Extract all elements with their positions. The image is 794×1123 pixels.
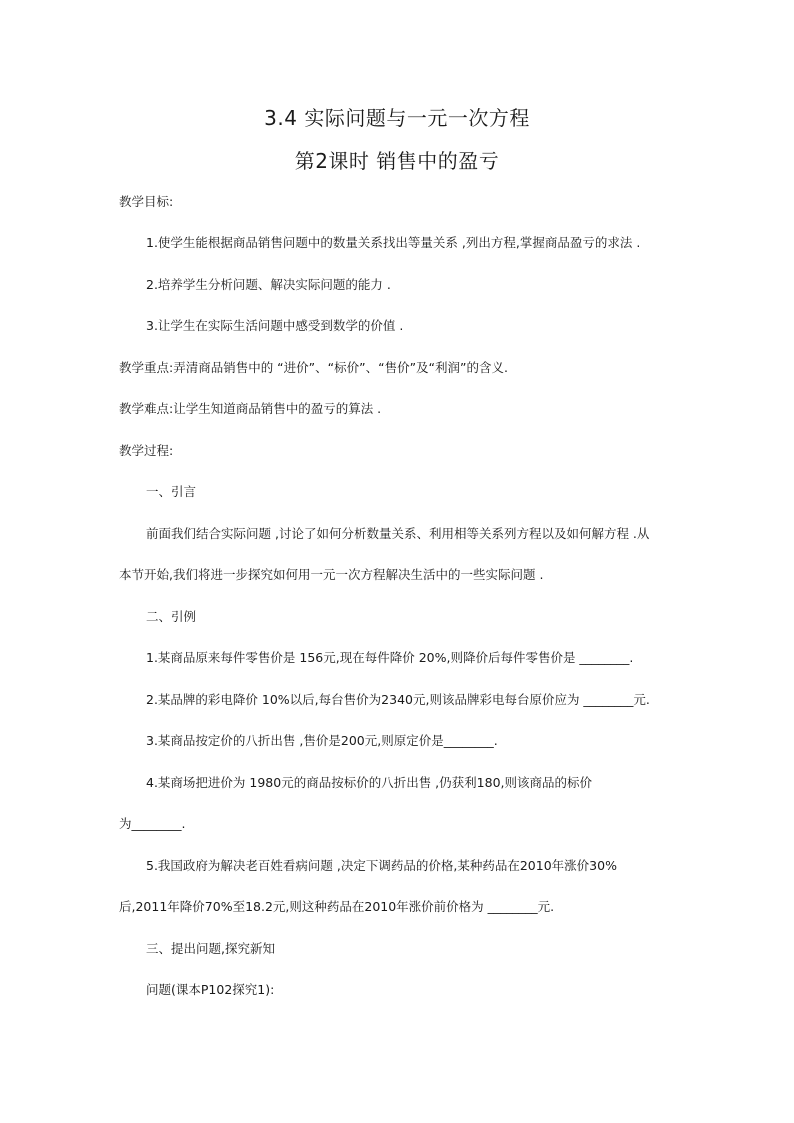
section-heading-process: 教学过程:: [119, 443, 174, 458]
section-heading-new-knowledge: 三、提出问题,探究新知: [146, 941, 275, 956]
objective-item: 1.使学生能根据商品销售问题中的数量关系找出等量关系 ,列出方程,掌握商品盈亏的求法 .: [146, 235, 641, 250]
section-heading-objectives: 教学目标:: [119, 194, 174, 209]
example-item: 3.某商品按定价的八折出售 ,售价是200元,则原定价是________.: [146, 733, 498, 748]
example-item-continuation: 后,2011年降价70%至18.2元,则这种药品在2010年涨价前价格为 ________元.: [119, 899, 555, 914]
paragraph-line: 本节开始,我们将进一步探究如何用一元一次方程解决生活中的一些实际问题 .: [119, 567, 544, 582]
objective-item: 2.培养学生分析问题、解决实际问题的能力 .: [146, 277, 391, 292]
objective-item: 3.让学生在实际生活问题中感受到数学的价值 .: [146, 318, 404, 333]
example-item: 2.某品牌的彩电降价 10%以后,每台售价为2340元,则该品牌彩电每台原价应为 ________元.: [146, 692, 650, 707]
document-title: 3.4 实际问题与一元一次方程: [264, 106, 530, 130]
question-line: 问题(课本P102探究1):: [146, 982, 275, 997]
example-item-continuation: 为________.: [119, 816, 186, 831]
key-points-line: 教学重点:弄清商品销售中的 “进价”、“标价”、“售价”及“利润”的含义.: [119, 360, 508, 375]
section-heading-examples: 二、引例: [146, 609, 197, 624]
document-subtitle: 第2课时 销售中的盈亏: [294, 149, 500, 173]
section-heading-intro: 一、引言: [146, 484, 197, 499]
paragraph-line: 前面我们结合实际问题 ,讨论了如何分析数量关系、利用相等关系列方程以及如何解方程 .从: [146, 526, 650, 541]
example-item: 1.某商品原来每件零售价是 156元,现在每件降价 20%,则降价后每件零售价是 ________.: [146, 650, 634, 665]
example-item: 4.某商场把进价为 1980元的商品按标价的八折出售 ,仍获利180,则该商品的标价: [146, 775, 592, 790]
difficulties-line: 教学难点:让学生知道商品销售中的盈亏的算法 .: [119, 401, 382, 416]
example-item: 5.我国政府为解决老百姓看病问题 ,决定下调药品的价格,某种药品在2010年涨价30%: [146, 858, 617, 873]
